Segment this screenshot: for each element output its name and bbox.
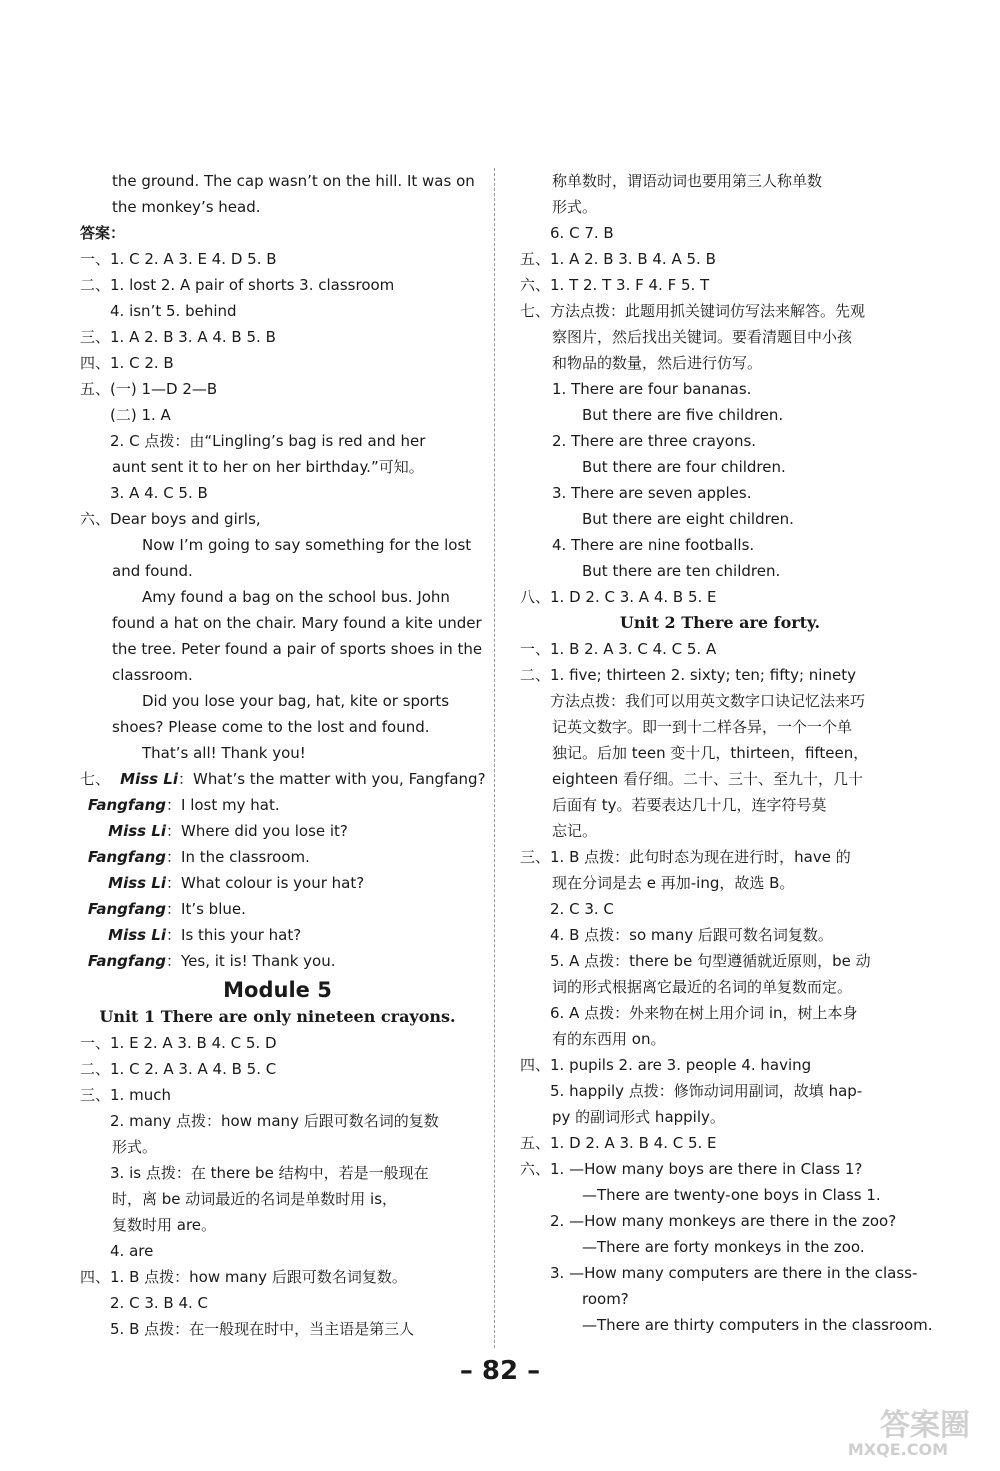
answer-line: 二、1. lost 2. A pair of shorts 3. classroom bbox=[80, 276, 395, 294]
speaker-name: Fangfang bbox=[87, 796, 166, 814]
answer-line: 3. A 4. C 5. B bbox=[110, 484, 208, 502]
answer-line: 有的东西用 on。 bbox=[552, 1030, 666, 1048]
answer-line: 四、1. B 点拨：how many 后跟可数名词复数。 bbox=[80, 1268, 407, 1286]
colon: ： bbox=[166, 874, 182, 892]
speech-text: I lost my hat. bbox=[181, 796, 280, 814]
answer-line: Amy found a bag on the school bus. John bbox=[142, 588, 450, 606]
dialogue-lead: 七、 bbox=[80, 770, 111, 788]
speech-text: What colour is your hat? bbox=[181, 874, 365, 892]
watermark-url: MXQE.COM bbox=[847, 1440, 948, 1459]
answer-line: 一、1. B 2. A 3. C 4. C 5. A bbox=[520, 640, 717, 658]
colon: ： bbox=[166, 900, 182, 918]
right-answers bbox=[520, 168, 920, 610]
answer-line: 2. C 3. B 4. C bbox=[110, 1294, 209, 1312]
speech-text: Where did you lose it? bbox=[181, 822, 348, 840]
colon: ： bbox=[178, 770, 194, 788]
answer-line: 答案： bbox=[80, 224, 126, 242]
answer-line: 2. There are three crayons. bbox=[552, 432, 757, 450]
left-column bbox=[80, 168, 486, 1342]
answer-line: 三、1. much bbox=[80, 1086, 171, 1104]
answer-line: aunt sent it to her on her birthday.”可知。 bbox=[112, 458, 424, 476]
dialogue-line bbox=[80, 870, 475, 896]
dialogue-line bbox=[80, 792, 475, 818]
answer-line: 2. C 3. C bbox=[550, 900, 614, 918]
answer-line: 4. B 点拨：so many 后跟可数名词复数。 bbox=[550, 926, 833, 944]
answer-line: the tree. Peter found a pair of sports shoes in the bbox=[112, 640, 483, 658]
answer-line: 4. isn’t 5. behind bbox=[110, 302, 237, 320]
answer-line: 五、1. D 2. A 3. B 4. C 5. E bbox=[520, 1134, 717, 1152]
answer-line: 一、1. E 2. A 3. B 4. C 5. D bbox=[80, 1034, 277, 1052]
answer-line: —There are twenty-one boys in Class 1. bbox=[582, 1186, 881, 1204]
speech-text: Is this your hat? bbox=[181, 926, 302, 944]
answer-line: the ground. The cap wasn’t on the hill. It was on bbox=[112, 172, 475, 190]
answer-line: 一、1. C 2. A 3. E 4. D 5. B bbox=[80, 250, 277, 268]
answer-line: 六、1. T 2. T 3. F 4. F 5. T bbox=[520, 276, 710, 294]
dialogue-line bbox=[110, 770, 486, 788]
colon: ： bbox=[166, 822, 182, 840]
answer-line: That’s all! Thank you! bbox=[142, 744, 306, 762]
unit1-title: Unit 1 There are only nineteen crayons. bbox=[99, 1007, 456, 1026]
answer-line: 6. A 点拨：外来物在树上用介词 in，树上本身 bbox=[550, 1004, 858, 1022]
speech-text: In the classroom. bbox=[181, 848, 310, 866]
answer-line: 3. is 点拨：在 there be 结构中，若是一般现在 bbox=[110, 1164, 429, 1182]
dialogue bbox=[80, 792, 475, 974]
answer-line: But there are four children. bbox=[582, 458, 786, 476]
answer-line: 独记。后加 teen 变十几，thirteen，fifteen， bbox=[552, 744, 869, 762]
answer-line: 形式。 bbox=[552, 198, 598, 216]
colon: ： bbox=[166, 952, 182, 970]
speaker-name: Miss Li bbox=[108, 874, 166, 892]
answer-line: 4. There are nine footballs. bbox=[552, 536, 755, 554]
answer-line: 复数时用 are。 bbox=[112, 1216, 217, 1234]
answer-line: py 的副词形式 happily。 bbox=[552, 1108, 725, 1126]
answer-line: 四、1. pupils 2. are 3. people 4. having bbox=[520, 1056, 812, 1074]
answer-line: 3. There are seven apples. bbox=[552, 484, 752, 502]
answer-line: 5. happily 点拨：修饰动词用副词，故填 hap- bbox=[550, 1082, 863, 1100]
answer-line: 六、Dear boys and girls, bbox=[80, 510, 261, 528]
answer-line: 七、方法点拨：此题用抓关键词仿写法来解答。先观 bbox=[520, 302, 866, 320]
answer-line: 2. many 点拨：how many 后跟可数名词的复数 bbox=[110, 1112, 439, 1130]
answer-line: 6. C 7. B bbox=[550, 224, 614, 242]
answer-line: 三、1. A 2. B 3. A 4. B 5. B bbox=[80, 328, 276, 346]
left-answers bbox=[80, 168, 483, 766]
answer-line: 时，离 be 动词最近的名词是单数时用 is， bbox=[112, 1190, 398, 1208]
answer-line: 1. There are four bananas. bbox=[552, 380, 752, 398]
speaker-name: Miss Li bbox=[120, 770, 179, 788]
answer-line: 2. C 点拨：由“Lingling’s bag is red and her bbox=[110, 432, 426, 450]
answer-line: eighteen 看仔细。二十、三十、至九十，几十 bbox=[552, 770, 864, 788]
answer-line: 八、1. D 2. C 3. A 4. B 5. E bbox=[520, 588, 717, 606]
answer-line: 察图片，然后找出关键词。要看清题目中小孩 bbox=[552, 328, 853, 346]
answer-line: But there are eight children. bbox=[582, 510, 794, 528]
speaker-name: Fangfang bbox=[87, 848, 166, 866]
answer-line: found a hat on the chair. Mary found a kite under bbox=[112, 614, 482, 632]
answer-line: 五、1. A 2. B 3. B 4. A 5. B bbox=[520, 250, 716, 268]
right-answers-2 bbox=[520, 636, 933, 1338]
speaker-name: Fangfang bbox=[87, 952, 166, 970]
answer-line: 忘记。 bbox=[552, 822, 598, 840]
answer-line: 5. B 点拨：在一般现在时中，当主语是第三人 bbox=[110, 1320, 415, 1338]
answer-line: 方法点拨：我们可以用英文数字口诀记忆法来巧 bbox=[550, 692, 866, 710]
answer-line: and found. bbox=[112, 562, 193, 580]
speaker-name: Miss Li bbox=[108, 822, 166, 840]
dialogue-line bbox=[80, 818, 475, 844]
answer-line: 称单数时，谓语动词也要用第三人称单数 bbox=[552, 172, 823, 190]
unit2-title: Unit 2 There are forty. bbox=[619, 613, 821, 632]
colon: ： bbox=[166, 848, 182, 866]
answer-line: 二、1. C 2. A 3. A 4. B 5. C bbox=[80, 1060, 277, 1078]
speaker-name: Fangfang bbox=[87, 900, 166, 918]
column-divider bbox=[494, 168, 495, 1348]
answer-line: 五、(一) 1—D 2—B bbox=[80, 380, 218, 398]
answer-line: (二) 1. A bbox=[110, 406, 171, 424]
answer-line: —There are thirty computers in the classroom. bbox=[582, 1316, 933, 1334]
left-answers-2 bbox=[80, 1030, 475, 1342]
answer-line: classroom. bbox=[112, 666, 193, 684]
answer-line: room? bbox=[582, 1290, 629, 1308]
dialogue-line bbox=[80, 922, 475, 948]
answer-line: But there are five children. bbox=[582, 406, 784, 424]
dialogue-line bbox=[80, 948, 475, 974]
answer-line: 二、1. five; thirteen 2. sixty; ten; fifty; ninety bbox=[520, 666, 856, 684]
answer-line: Did you lose your bag, hat, kite or sports bbox=[142, 692, 450, 710]
answer-line: 3. —How many computers are there in the class- bbox=[550, 1264, 918, 1282]
module-title: Module 5 bbox=[223, 978, 332, 1002]
answer-line: 2. —How many monkeys are there in the zoo? bbox=[550, 1212, 897, 1230]
answer-line: shoes? Please come to the lost and found. bbox=[112, 718, 430, 736]
answer-line: 现在分词是去 e 再加-ing，故选 B。 bbox=[552, 874, 795, 892]
answer-line: 后面有 ty。若要表达几十几，连字符号莫 bbox=[552, 796, 827, 814]
answer-line: 词的形式根据离它最近的名词的单复数而定。 bbox=[552, 978, 853, 996]
watermark-logo: 答案圈 bbox=[880, 1408, 970, 1443]
right-column bbox=[520, 168, 933, 1338]
answer-line: —There are forty monkeys in the zoo. bbox=[582, 1238, 865, 1256]
answer-line: 和物品的数量，然后进行仿写。 bbox=[552, 354, 763, 372]
speaker-name: Miss Li bbox=[108, 926, 166, 944]
answer-line: 四、1. C 2. B bbox=[80, 354, 174, 372]
colon: ： bbox=[166, 926, 182, 944]
answer-line: the monkey’s head. bbox=[112, 198, 261, 216]
answer-line: Now I’m going to say something for the lost bbox=[142, 536, 472, 554]
dialogue-first-line bbox=[80, 766, 486, 792]
dialogue-line bbox=[80, 844, 475, 870]
answer-line: 形式。 bbox=[112, 1138, 158, 1156]
page-number: – 82 – bbox=[459, 1356, 541, 1386]
answer-line: 三、1. B 点拨：此句时态为现在进行时，have 的 bbox=[520, 848, 851, 866]
dialogue-line bbox=[80, 896, 475, 922]
answer-line: 4. are bbox=[110, 1242, 154, 1260]
answer-line: But there are ten children. bbox=[582, 562, 781, 580]
colon: ： bbox=[166, 796, 182, 814]
answer-line: 5. A 点拨：there be 句型遵循就近原则，be 动 bbox=[550, 952, 871, 970]
speech-text: Yes, it is! Thank you. bbox=[181, 952, 336, 970]
speech-text: What’s the matter with you, Fangfang? bbox=[193, 770, 486, 788]
answer-line: 记英文数字。即一到十二样各异，一个一个单 bbox=[552, 718, 853, 736]
speech-text: It’s blue. bbox=[181, 900, 246, 918]
answer-line: 六、1. —How many boys are there in Class 1? bbox=[520, 1160, 863, 1178]
